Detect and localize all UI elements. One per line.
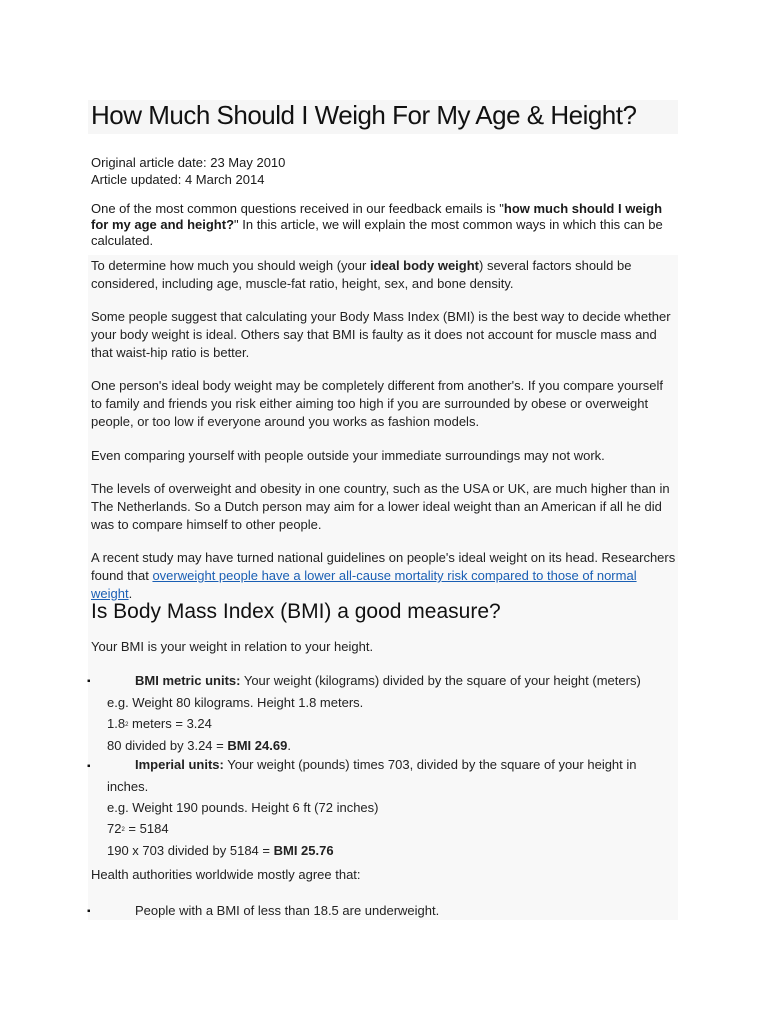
bullet-marker: ▪ — [87, 676, 91, 687]
imperial-label: Imperial units: — [135, 757, 224, 772]
updated-date: Article updated: 4 March 2014 — [91, 172, 265, 187]
article-dates — [91, 154, 285, 188]
paragraph-bmi-opinions: Some people suggest that calculating your Body Mass Index (BMI) is the best way to decide whether your body weight is ideal. Others say that BMI is faulty as it does not account for muscle mass and that waist-hip ratio is better. — [91, 309, 671, 360]
intro-paragraph: One of the most common questions received in our feedback emails is "how much should I weigh for my age and height?" In this article, we will explain the most common ways in which this can be calculated. — [91, 201, 663, 248]
bmi-intro: Your BMI is your weight in relation to your height. — [91, 639, 374, 654]
mortality-study-link[interactable]: overweight people have a lower all-cause mortality risk compared to those of normal weight — [91, 568, 637, 601]
paragraph-ideal-weight: To determine how much you should weigh (your ideal body weight) several factors should be considered, including age, muscle-fat ratio, height, sex, and bone density. — [91, 258, 632, 291]
underweight-item: People with a BMI of less than 18.5 are underweight. — [135, 903, 440, 918]
metric-result: 80 divided by 3.24 = BMI 24.69. — [107, 738, 291, 753]
metric-label: BMI metric units: — [135, 673, 241, 688]
metric-example: e.g. Weight 80 kilograms. Height 1.8 meters. — [107, 695, 364, 710]
original-date: Original article date: 23 May 2010 — [91, 155, 286, 170]
paragraph-country-levels: The levels of overweight and obesity in one country, such as the USA or UK, are much higher than in The Netherlands. So a Dutch person may aim for a lower ideal weight than an American if all he did was to compare himself to other people. — [91, 481, 670, 532]
metric-bmi-value: BMI 24.69 — [227, 738, 288, 753]
bmi-imperial-item: Imperial units: Your weight (pounds) times 703, divided by the square of your height in — [135, 757, 637, 772]
metric-height-squared: $1.8^2$ meters = 3.24 — [107, 716, 212, 731]
ideal-body-weight-term: ideal body weight — [369, 258, 480, 273]
bullet-marker: ▪ — [87, 906, 91, 917]
bullet-marker: ▪ — [87, 761, 91, 772]
paragraph-comparison: One person's ideal body weight may be completely different from another's. If you compare yourself to family and friends you risk either aiming too high if you are surrounded by obese or overweight people, or too low if everyone around you works as fashion models. — [91, 378, 663, 429]
bmi-section-heading: Is Body Mass Index (BMI) a good measure? — [91, 600, 501, 623]
intro-question: how much should I weigh for my age and height? — [91, 201, 663, 232]
imperial-bmi-value: BMI 25.76 — [273, 843, 334, 858]
imperial-text-continued: inches. — [107, 779, 149, 794]
imperial-example: e.g. Weight 190 pounds. Height 6 ft (72 inches) — [107, 800, 379, 815]
health-authorities-text: Health authorities worldwide mostly agree that: — [91, 867, 361, 882]
article-title: How Much Should I Weigh For My Age & Height? — [91, 100, 637, 130]
imperial-result: 190 x 703 divided by 5184 = BMI 25.76 — [107, 843, 334, 858]
paragraph-recent-study: A recent study may have turned national guidelines on people's ideal weight on its head. Researchers found that overweight people have a lower all-cause mortality risk compared to those of normal weight. — [91, 550, 676, 601]
paragraph-surroundings: Even comparing yourself with people outside your immediate surroundings may not work. — [91, 448, 605, 463]
imperial-height-squared: $72^2 = 5184$ — [107, 821, 169, 836]
bmi-metric-item: BMI metric units: Your weight (kilograms) divided by the square of your height (meters) — [135, 673, 641, 688]
